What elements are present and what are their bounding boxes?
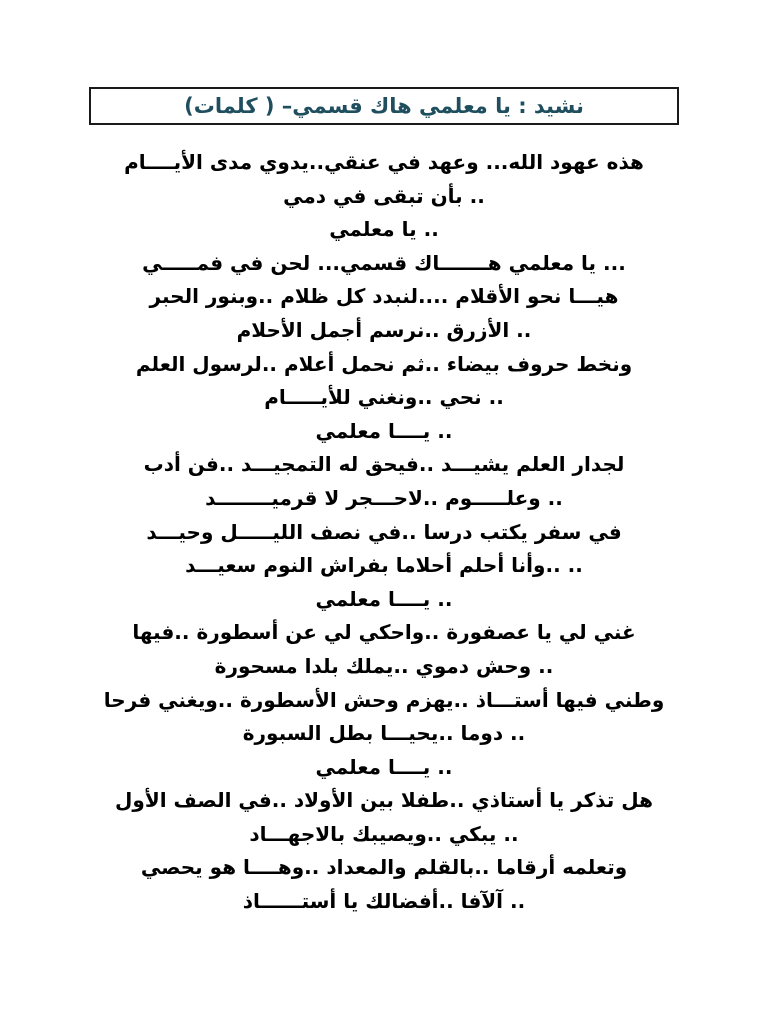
poem-line: وتعلمه أرقاما ..بالقلم والمعداد ..وهــــا هو يحصي [140,855,628,880]
poem-line: .. بأن تبقى في دمي [283,183,485,208]
document-title: نشيد : يا معلمي هاك قسمي– ( كلمات) [184,94,584,118]
poem-line: ... يا معلمي هـــــــاك قسمي... لحن في فمـــــي [142,250,626,275]
poem-line: .. يبكي ..ويصيبك بالاجهـــاد [249,821,519,846]
poem-line: غني لي يا عصفورة ..واحكي لي عن أسطورة ..فيها [132,620,636,645]
poem-line: .. يــــا معلمي [315,754,453,779]
poem-lines [70,146,698,919]
poem-line: .. وحش دموي ..يملك بلدا مسحورة [214,653,554,678]
poem-line: .. نحي ..ونغني للأيـــــام [264,385,504,410]
poem-line: .. دوما ..يحيـــا بطل السبورة [242,721,526,746]
poem-line: في سفر يكتب درسا ..في نصف الليـــــل وحيـــد [146,519,622,544]
poem-line: هذه عهود الله... وعهد في عنقي..يدوي مدى الأيــــام [124,150,644,174]
poem-line: .. ..وأنا أحلم أحلاما بفراش النوم سعيـــد [185,553,583,578]
poem-line: هيـــا نحو الأقلام ....لنبدد كل ظلام ..وبنور الحبر [149,284,619,309]
poem-line: ونخط حروف بيضاء ..ثم نحمل أعلام ..لرسول العلم [135,351,633,376]
poem-line: هل تذكر يا أستاذي ..طفلا بين الأولاد ..في الصف الأول [115,788,653,813]
poem-line: لجدار العلم يشيـــد ..فيحق له التمجيـــد ..فن أدب [143,452,625,477]
poem-line: .. الأزرق ..نرسم أجمل الأحلام [236,317,532,342]
poem-line: .. وعلـــــوم ..لاحـــجر لا قرميــــــــد [205,485,563,510]
title-box [89,87,679,125]
poem-line: .. آلآفا ..أفضالك يا أستــــــاذ [242,889,526,914]
poem-line: .. يا معلمي [329,217,439,242]
poem-line: .. يــــا معلمي [315,586,453,611]
poem-line: وطني فيها أستـــاذ ..يهزم وحش الأسطورة ..ويغني فرحا [103,687,665,712]
poem-line: .. يــــا معلمي [315,418,453,443]
